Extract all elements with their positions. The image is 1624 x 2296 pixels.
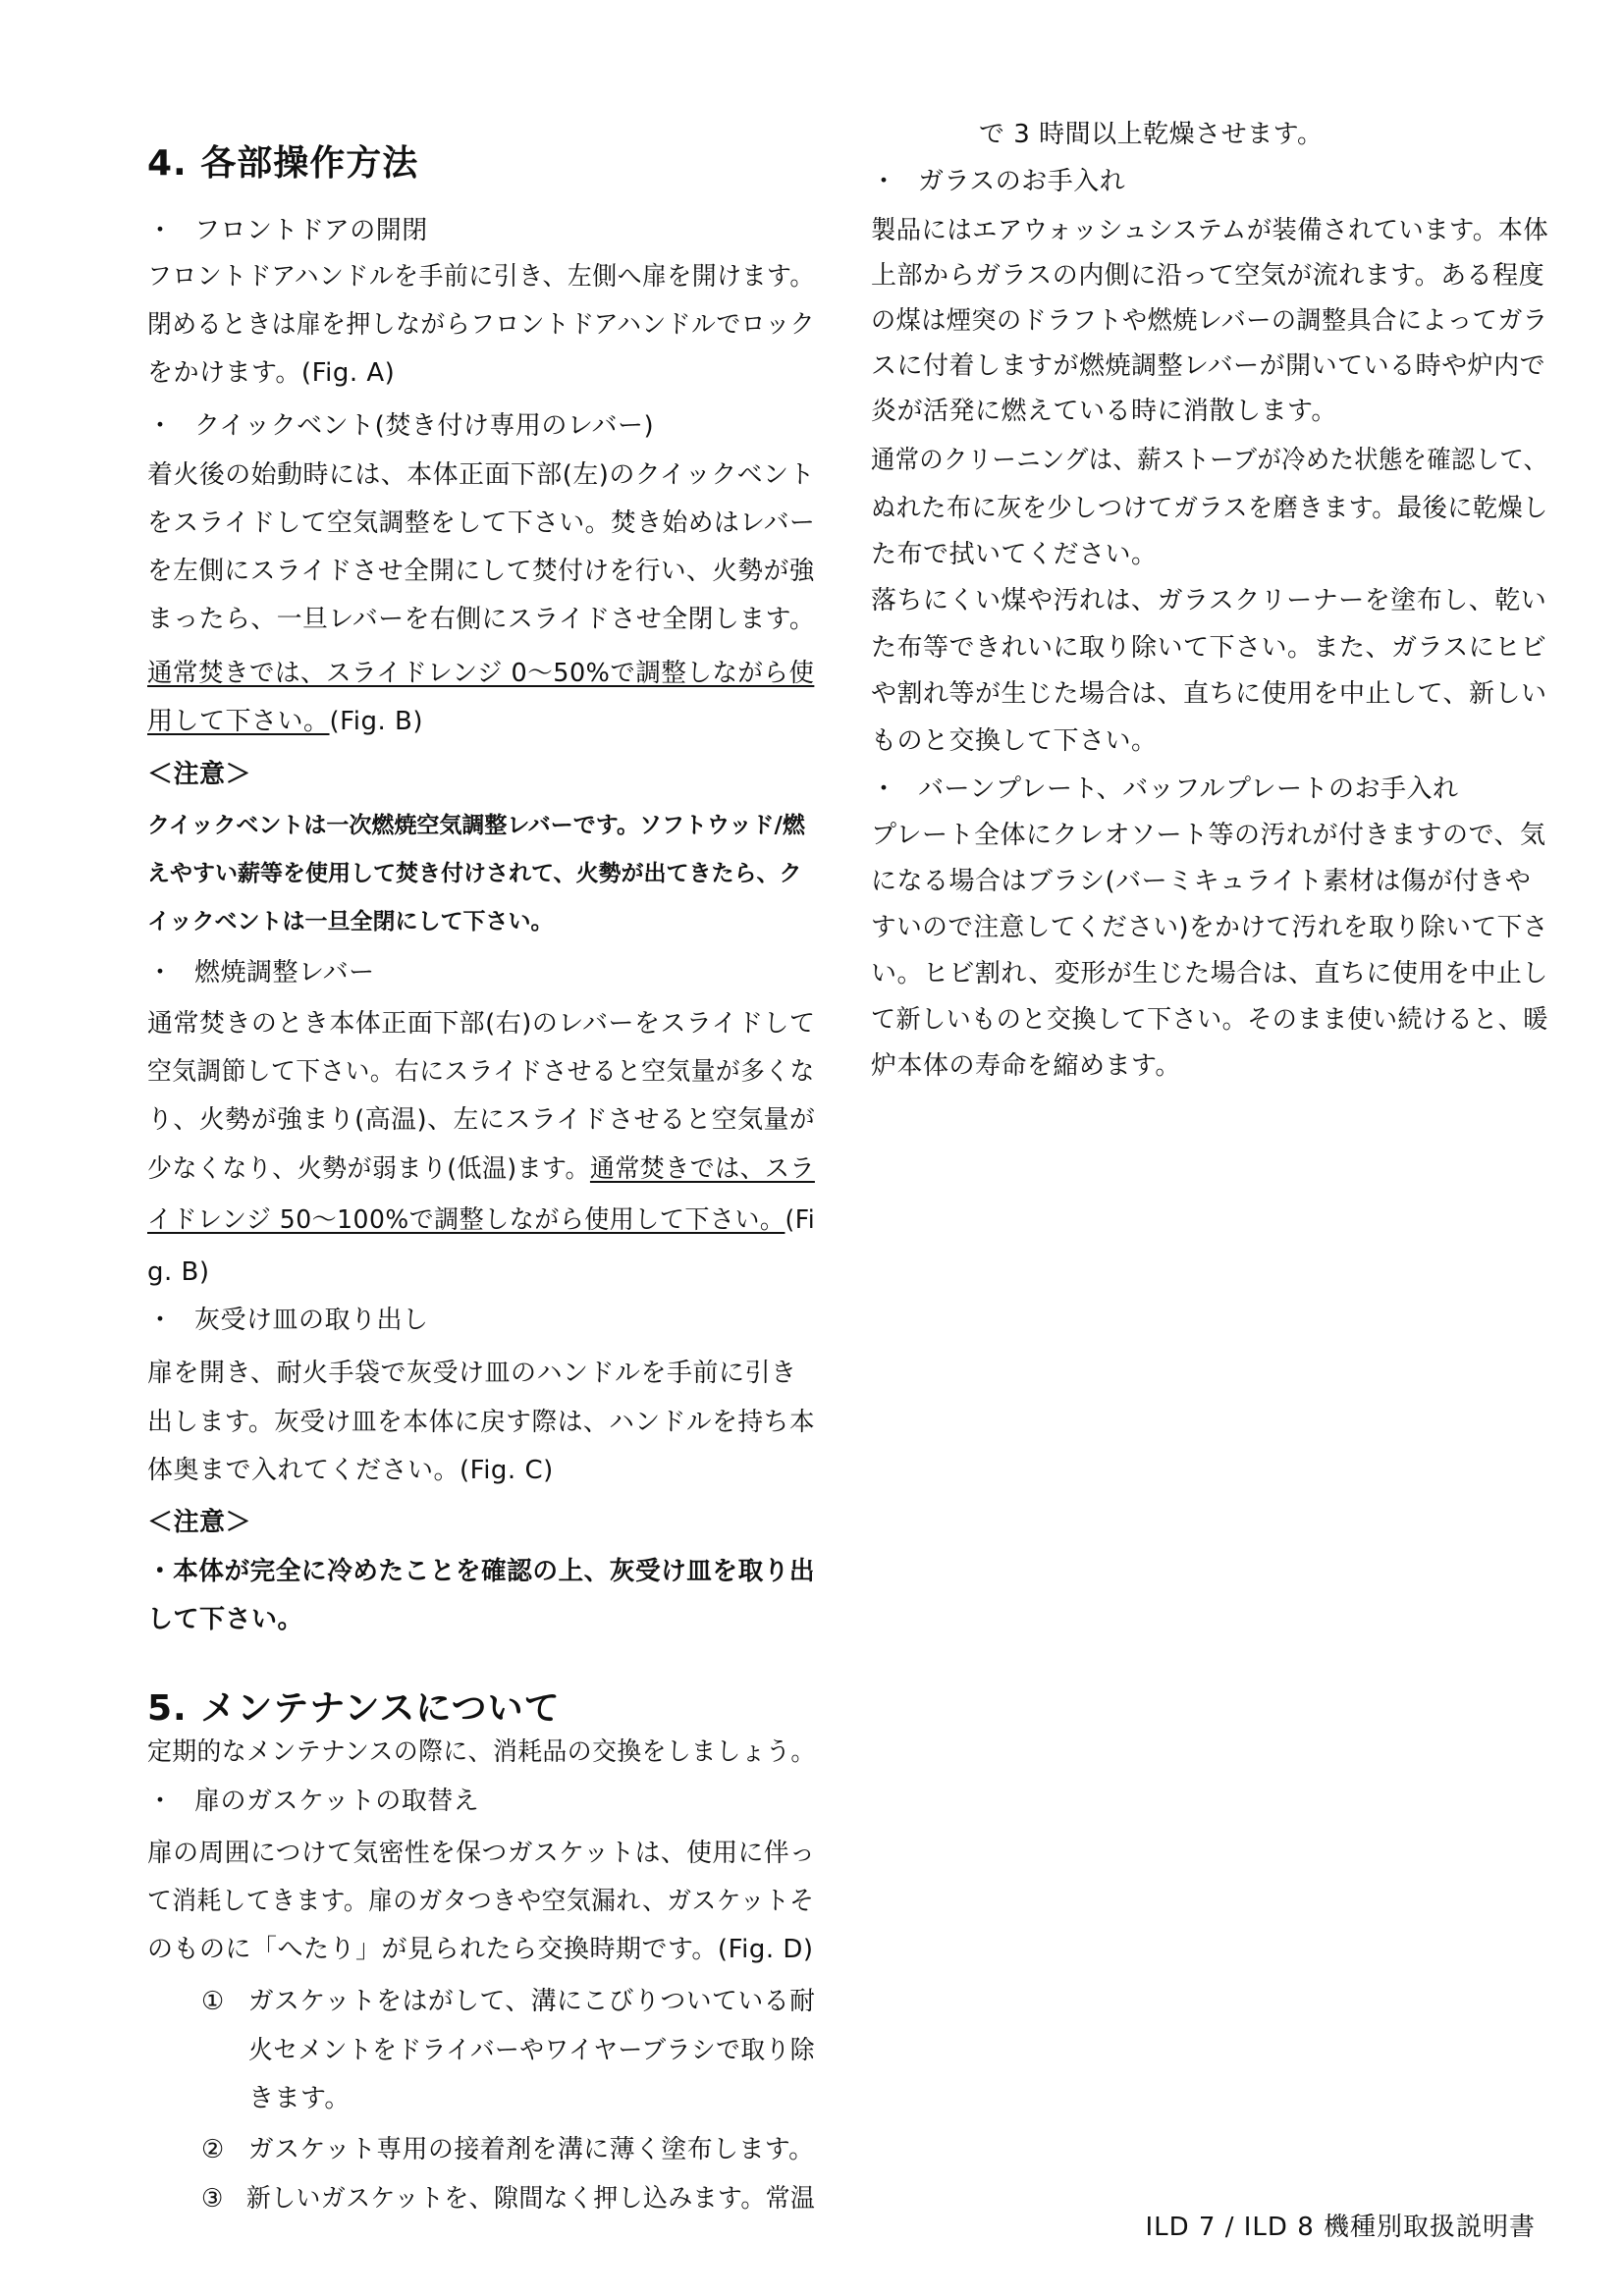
paragraph-line: 落ちにくい煤や汚れは、ガラスクリーナーを塗布し、乾い	[871, 586, 1547, 615]
paragraph-line: g. B)	[147, 1257, 210, 1287]
paragraph-line: すいので注意してください)をかけて汚れを取り除いて下さ	[871, 913, 1548, 942]
paragraph-line: い。ヒビ割れ、変形が生じた場合は、直ちに使用を中止し	[871, 959, 1548, 988]
page-footer: ILD 7 / ILD 8 機種別取扱説明書	[1145, 2213, 1536, 2242]
paragraph-line: 体奥まで入れてください。(Fig. C)	[147, 1456, 554, 1485]
step-item-1-line: 火セメントをドライバーやワイヤーブラシで取り除	[248, 2036, 816, 2065]
paragraph-line: た布で拭いてください。	[871, 540, 1158, 569]
section-5-heading: 5. メンテナンスについて	[147, 1688, 561, 1729]
note-line: して下さい。	[147, 1605, 304, 1634]
paragraph-line: をかけます。(Fig. A)	[147, 358, 396, 388]
bullet-mark: ・	[871, 167, 897, 196]
bullet-front-door: ・ フロントドアの開閉	[147, 216, 428, 245]
paragraph-line: 通常のクリーニングは、薪ストーブが冷めた状態を確認して、	[871, 446, 1548, 475]
paragraph-line: フロントドアハンドルを手前に引き、左側へ扉を開けます。	[147, 262, 815, 292]
paragraph-line: 出します。灰受け皿を本体に戻す際は、ハンドルを持ち本	[147, 1408, 816, 1437]
continuation-line: で 3 時間以上乾燥させます。	[979, 120, 1324, 149]
paragraph-line: になる場合はブラシ(バーミキュライト素材は傷が付きや	[871, 867, 1532, 896]
paragraph-line: 少なくなり、火勢が弱まり(低温)ます。通常焚きでは、スラ	[147, 1154, 815, 1184]
paragraph-line: 定期的なメンテナンスの際に、消耗品の交換をしましょう。	[147, 1737, 816, 1767]
paragraph-line: 空気調節して下さい。右にスライドさせると空気量が多くな	[147, 1057, 815, 1087]
paragraph-line: 用して下さい。(Fig. B)	[147, 707, 423, 736]
paragraph-line: の煤は煙突のドラフトや燃焼レバーの調整具合によってガラ	[871, 306, 1548, 336]
bullet-glass-care: ・ ガラスのお手入れ	[871, 167, 1126, 196]
paragraph-line: や割れ等が生じた場合は、直ちに使用を中止して、新しい	[871, 679, 1547, 709]
paragraph-line: 上部からガラスの内側に沿って空気が流れます。ある程度	[871, 261, 1545, 291]
step-item-1-line: きます。	[248, 2084, 351, 2113]
note-line: クイックベントは一次燃焼空気調整レバーです。ソフトウッド/燃	[147, 813, 805, 838]
paragraph-line: イドレンジ 50～100%で調整しながら使用して下さい。(Fi	[147, 1205, 816, 1235]
paragraph-line: のものに「へたり」が見られたら交換時期です。(Fig. D)	[147, 1935, 814, 1964]
paragraph-line: まったら、一旦レバーを右側にスライドさせ全閉します。	[147, 605, 816, 634]
paragraph-line: 閉めるときは扉を押しながらフロントドアハンドルでロック	[147, 310, 816, 340]
bullet-gasket: ・ 扉のガスケットの取替え	[147, 1787, 480, 1816]
paragraph-line: を左側にスライドさせ全開にして焚付けを行い、火勢が強	[147, 557, 815, 586]
paragraph-line: をスライドして空気調整をして下さい。焚き始めはレバー	[147, 508, 816, 538]
bullet-mark: ・	[147, 958, 174, 988]
paragraph-line: 着火後の始動時には、本体正面下部(左)のクイックベント	[147, 460, 815, 490]
section-4-heading: 4. 各部操作方法	[147, 143, 419, 184]
bullet-plate-care: ・ バーンプレート、バッフルプレートのお手入れ	[871, 774, 1459, 804]
paragraph-line: 製品にはエアウォッシュシステムが装備されています。本体	[871, 216, 1549, 245]
step-item-2: ② ガスケット専用の接着剤を溝に薄く塗布します。	[201, 2135, 815, 2164]
bullet-mark: ・	[147, 1787, 174, 1816]
paragraph-line: て消耗してきます。扉のガタつきや空気漏れ、ガスケットそ	[147, 1887, 815, 1916]
paragraph-line: 扉の周囲につけて気密性を保つガスケットは、使用に伴っ	[147, 1839, 816, 1868]
bullet-mark: ・	[871, 774, 897, 804]
paragraph-line: ぬれた布に灰を少しつけてガラスを磨きます。最後に乾燥し	[871, 494, 1548, 523]
note-heading: ＜注意＞	[147, 760, 252, 789]
bullet-ash-pan: ・ 灰受け皿の取り出し	[147, 1306, 429, 1335]
bullet-mark: ・	[147, 1306, 174, 1335]
note-line: ・本体が完全に冷めたことを確認の上、灰受け皿を取り出	[147, 1557, 816, 1586]
paragraph-line: スに付着しますが燃焼調整レバーが開いている時や炉内で	[871, 351, 1546, 381]
step-item-1: ① ガスケットをはがして、溝にこびりついている耐	[201, 1987, 816, 2016]
paragraph-line: プレート全体にクレオソート等の汚れが付きますので、気	[871, 821, 1546, 850]
paragraph-line: り、火勢が強まり(高温)、左にスライドさせると空気量が	[147, 1105, 816, 1135]
paragraph-line: 通常焚きのとき本体正面下部(右)のレバーをスライドして	[147, 1009, 816, 1039]
underlined-line: 通常焚きでは、スライドレンジ 0～50%で調整しながら使	[147, 659, 815, 688]
bullet-mark: ・	[147, 411, 174, 441]
paragraph-line: 炉本体の寿命を縮めます。	[871, 1051, 1181, 1081]
note-line: えやすい薪等を使用して焚き付けされて、火勢が出てきたら、ク	[147, 861, 802, 886]
paragraph-line: 炎が活発に燃えている時に消散します。	[871, 397, 1337, 426]
paragraph-line: た布等できれいに取り除いて下さい。また、ガラスにヒビ	[871, 633, 1547, 663]
note-heading: ＜注意＞	[147, 1508, 252, 1537]
bullet-combustion-lever: ・ 燃焼調整レバー	[147, 958, 375, 988]
bullet-mark: ・	[147, 216, 174, 245]
step-item-3: ③ 新しいガスケットを、隙間なく押し込みます。常温	[201, 2184, 816, 2214]
paragraph-line: ものと交換して下さい。	[871, 726, 1158, 756]
bullet-quick-vent: ・ クイックベント(焚き付け専用のレバー)	[147, 411, 655, 441]
paragraph-line: 扉を開き、耐火手袋で灰受け皿のハンドルを手前に引き	[147, 1359, 797, 1388]
paragraph-line: て新しいものと交換して下さい。そのまま使い続けると、暖	[871, 1005, 1548, 1035]
note-line: イックベントは一旦全閉にして下さい。	[147, 909, 554, 934]
